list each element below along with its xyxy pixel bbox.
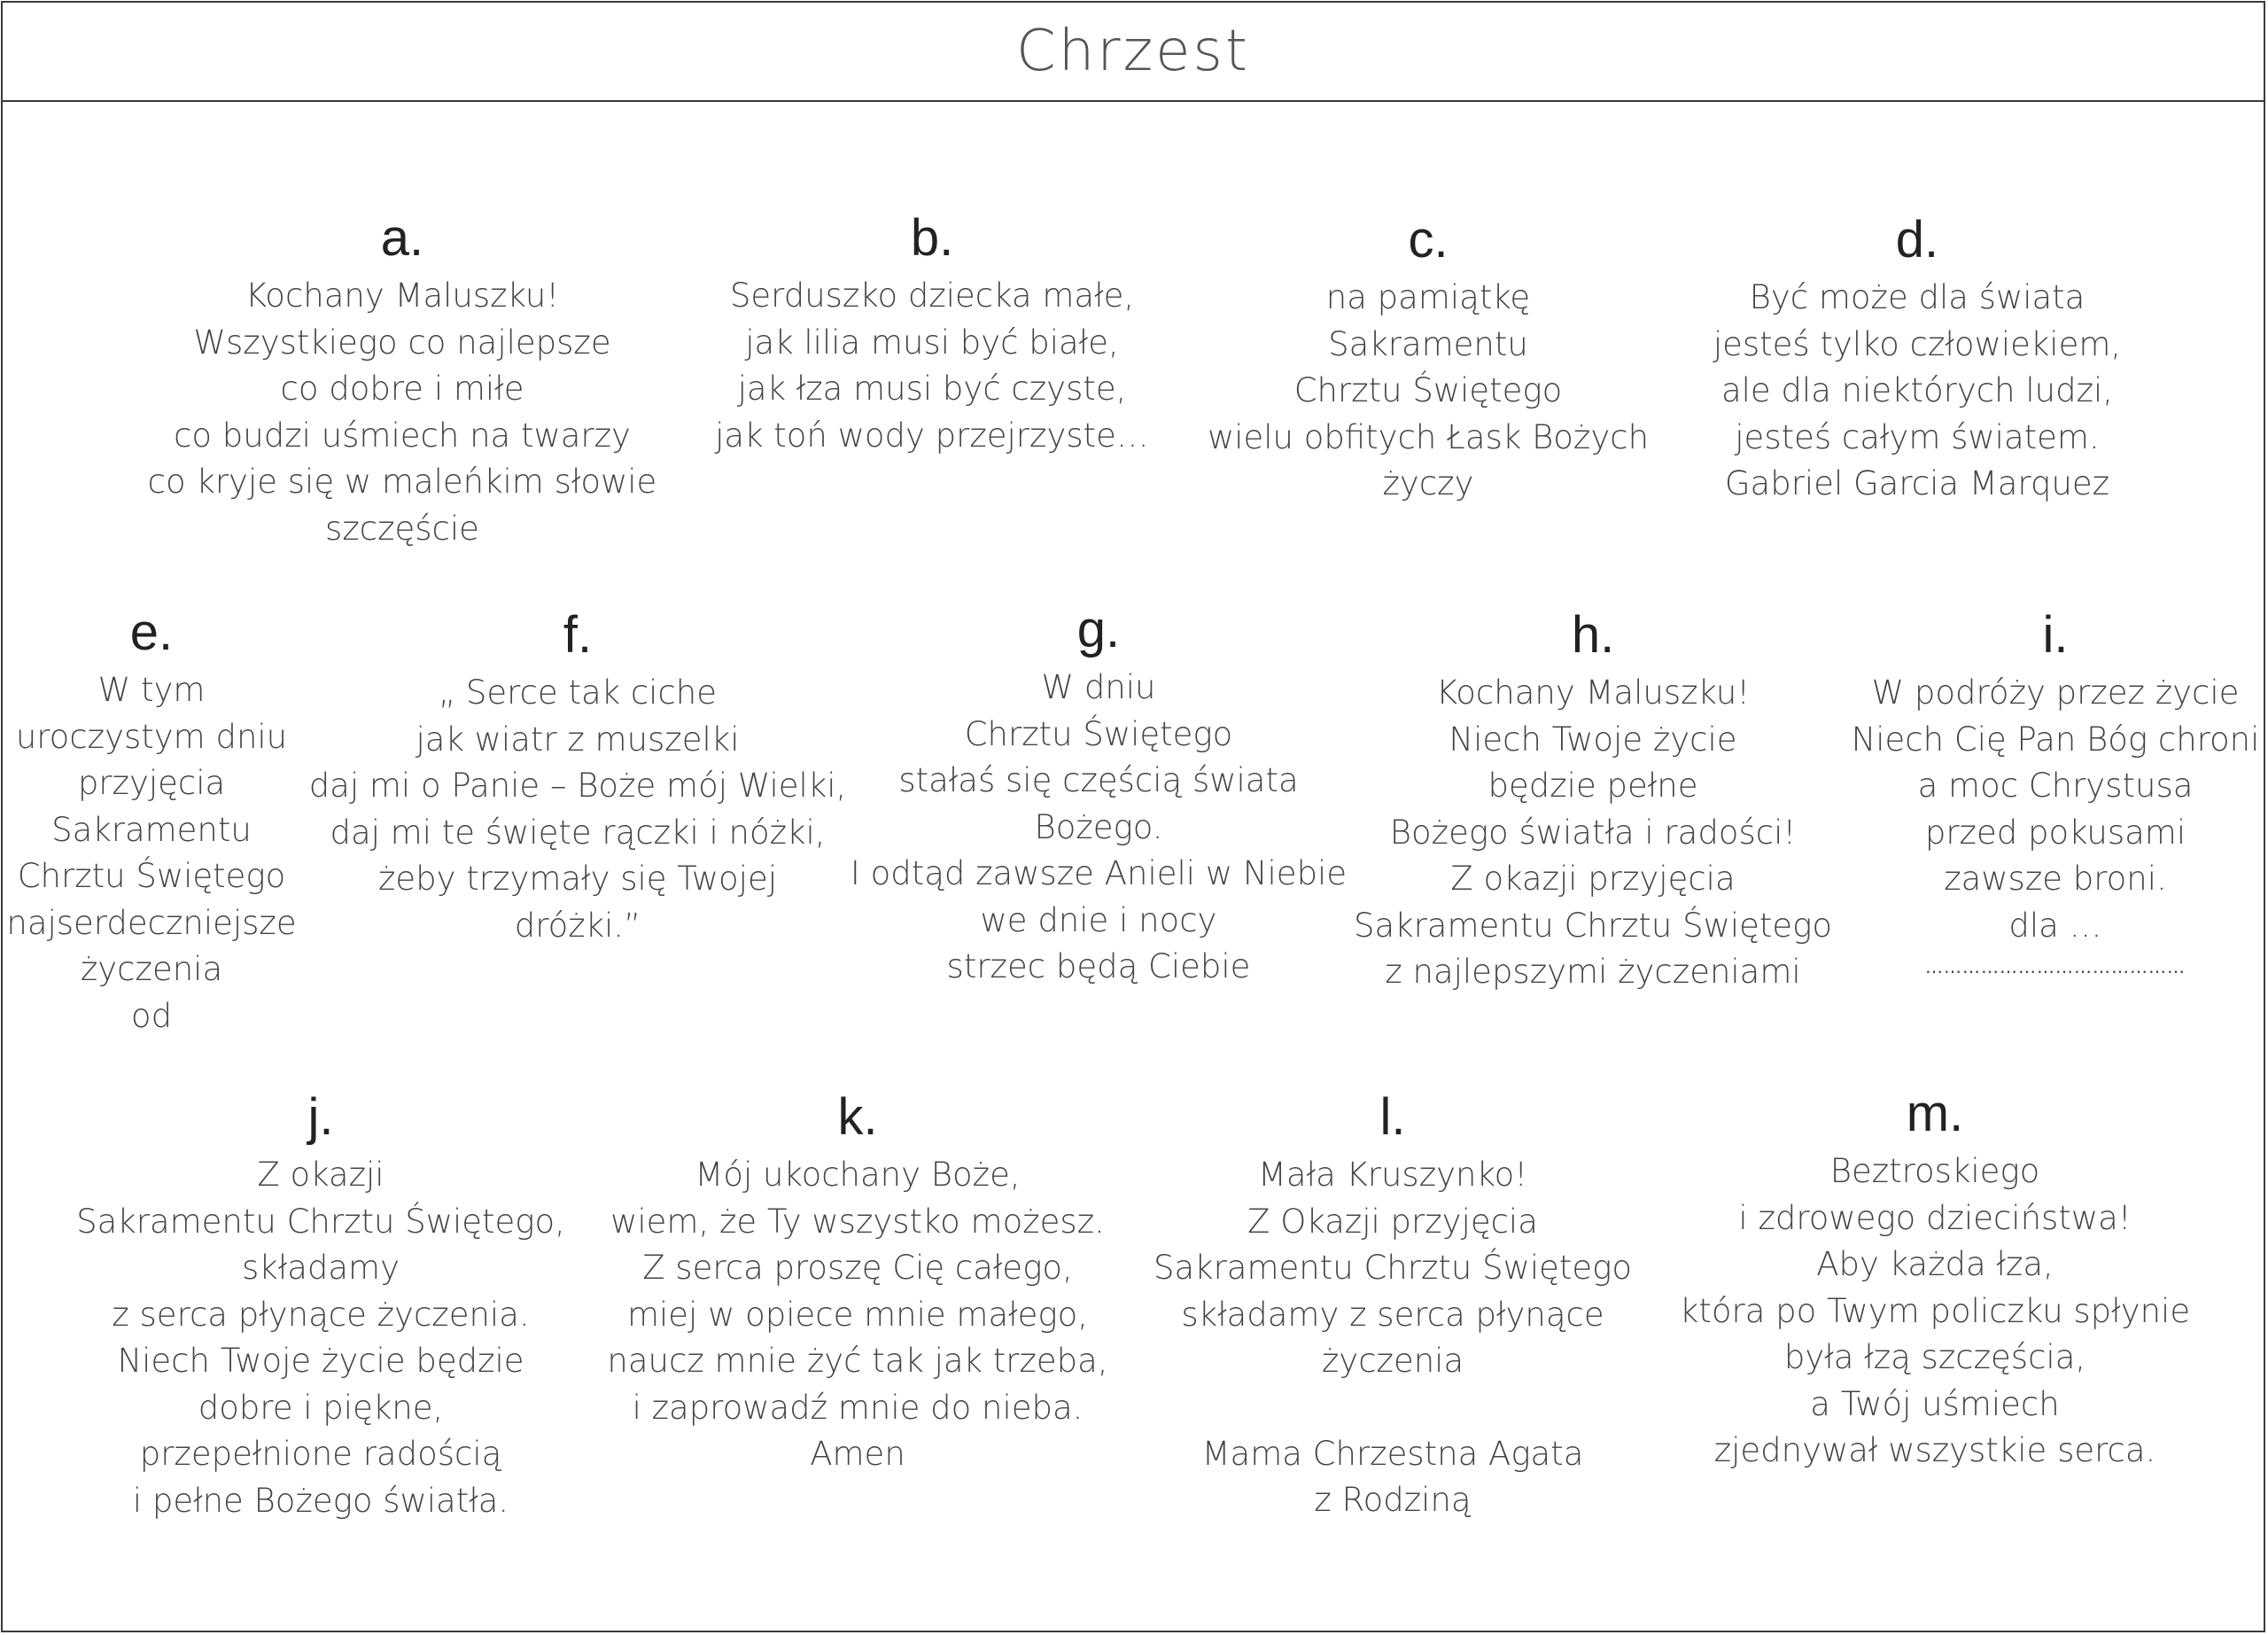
card-letter: g. [1076,601,1121,658]
text-line: składamy z serca płynące [1181,1295,1604,1334]
card-text [6,667,296,1039]
card-d [1713,213,2121,508]
header-bar [1,1,2265,102]
text-line: zawsze broni. [1944,860,2167,898]
text-line: dobre i piękne, [198,1388,444,1427]
text-line: Serduszko dziecka małe, [729,276,1135,315]
text-line: jak toń wody przejrzyste… [715,416,1149,455]
text-line: wielu obfitych Łask Bożych [1207,417,1650,456]
card-letter: i. [2042,606,2069,664]
card-letter: j. [307,1088,334,1146]
text-line: życzy [1382,464,1474,502]
text-line: najserdeczniejsze [6,903,297,942]
card-m [1680,1086,2190,1475]
card-text [607,1152,1107,1478]
text-line: jak lilia musi być białe, [745,323,1119,362]
text-line: we dnie i nocy [980,900,1217,939]
card-letter: c. [1408,211,1449,269]
text-line: na pamiątkę [1325,278,1531,316]
text-line [1153,1385,1632,1431]
card-f [309,608,847,949]
card-text [1153,1152,1632,1524]
text-line: Bożego światła i radości! [1389,813,1797,852]
card-text [309,670,847,949]
card-letter: a. [380,209,424,267]
card-c [1208,213,1649,508]
card-letter: d. [1895,211,1939,269]
text-line: szczęście [325,509,479,548]
text-line: jesteś całym światem. [1735,417,2100,456]
card-letter: k. [837,1088,878,1146]
text-line: Gabriel Garcia Marquez [1724,464,2110,502]
text-line: życzenia [1321,1342,1464,1380]
card-letter: h. [1571,606,1615,664]
text-line: a moc Chrystusa [1917,767,2194,805]
text-line: jak łza musi być czyste, [737,370,1127,408]
text-line: W podróży przez życie [1871,673,2240,712]
text-line: Mała Kruszynko! [1257,1156,1528,1194]
card-text [148,273,657,552]
card-i [1852,608,2260,985]
card-letter: m. [1906,1085,1964,1142]
card-l [1153,1090,1632,1524]
text-line: dróżki.” [514,906,641,945]
card-j [76,1090,565,1524]
text-line: Być może dla świata [1749,278,2085,316]
card-letter: l. [1379,1088,1406,1146]
text-line: Aby każda łza, [1816,1245,2054,1283]
text-line: „ Serce tak ciche [439,673,717,712]
text-line: która po Twym policzku spłynie [1679,1291,2191,1330]
text-line: Niech Twoje życie będzie [117,1342,524,1380]
card-text [1852,670,2260,949]
text-line: przepełnione radością [139,1435,502,1473]
card-text [1354,670,1832,996]
card-text [76,1152,565,1524]
text-line: W dniu [1041,668,1156,706]
text-line: Mama Chrzestna Agata [1201,1434,1584,1473]
text-line: jesteś tylko człowiekiem, [1713,324,2122,363]
text-line: daj mi te święte rączki i nóżki, [330,813,826,852]
text-line: Sakramentu Chrztu Świętego [1354,906,1832,945]
text-line: Kochany Maluszku! [1435,673,1751,712]
card-letter: b. [910,209,954,267]
card-k [607,1090,1107,1478]
card-text [1208,275,1649,508]
text-line: składamy [242,1249,400,1287]
card-letter: e. [129,603,174,661]
text-line: dla … [2008,906,2102,945]
text-line: Z okazji [257,1156,384,1194]
card-letter: f. [563,606,593,664]
card-h [1354,608,1832,996]
text-line: Sakramentu Chrztu Świętego, [76,1202,565,1241]
text-line: Z okazji przyjęcia [1450,860,1736,898]
signature-dotted-line: …………………………………… [1925,956,2186,977]
text-line: i pełne Bożego światła. [132,1481,509,1520]
card-text [1680,1148,2190,1475]
text-line: Niech Twoje życie [1449,720,1737,759]
text-line: strzec będą Ciebie [946,947,1251,985]
card-e [6,605,296,1039]
text-line: Sakramentu [1328,324,1528,363]
card-a [148,211,657,552]
text-line: I odtąd zawsze Anieli w Niebie [850,854,1348,892]
text-line: ale dla niektórych ludzi, [1720,371,2114,409]
text-line: Z serca proszę Cię całego, [642,1249,1073,1287]
text-line: zjednywał wszystkie serca. [1713,1431,2156,1469]
text-line: przyjęcia [77,764,226,802]
text-line: daj mi o Panie – Boże mój Wielki, [308,767,847,805]
text-line: Sakramentu Chrztu Świętego [1153,1249,1632,1287]
text-line: jak wiatr z muszelki [416,720,740,759]
card-b [715,211,1149,459]
text-line: i zaprowadź mnie do nieba. [632,1388,1084,1427]
text-line: z serca płynące życzenia. [112,1295,530,1334]
text-line: Kochany Maluszku! [245,276,560,315]
text-line: Bożego. [1034,807,1163,846]
text-line: od [130,996,173,1035]
text-line: stałaś się częścią świata [898,761,1299,799]
text-line: Sakramentu [51,810,252,849]
text-line: Z Okazji przyjęcia [1247,1202,1538,1241]
text-line: Chrztu Świętego [964,714,1233,753]
text-line: z Rodziną [1314,1481,1472,1519]
card-text [715,273,1149,459]
text-line: Mój ukochany Boże, [695,1156,1021,1194]
text-line: Beztroskiego [1829,1152,2040,1190]
text-line: miej w opiece mnie małego, [626,1295,1089,1334]
text-line: z najlepszymi życzeniami [1385,953,1801,991]
text-line: Wszystkiego co najlepsze [193,323,611,362]
text-line: życzenia [80,950,223,988]
text-line: wiem, że Ty wszystko możesz. [610,1202,1105,1241]
card-text [1713,275,2121,508]
card-g [850,603,1347,991]
page-title: Chrzest [1016,19,1250,84]
text-line: Chrztu Świętego [1293,371,1563,409]
text-line: co dobre i miłe [280,370,524,408]
text-line: i zdrowego dzieciństwa! [1738,1198,2132,1237]
text-line: co kryje się w maleńkim słowie [147,463,657,501]
card-text [850,665,1347,991]
text-line: była łzą szczęścia, [1783,1338,2086,1376]
text-line: W tym [97,671,206,709]
text-line: Chrztu Świętego [17,857,286,895]
text-line: przed pokusami [1924,813,2186,852]
text-line: a Twój uśmiech [1810,1384,2060,1423]
text-line: Niech Cię Pan Bóg chroni [1851,720,2260,759]
text-line: naucz mnie żyć tak jak trzeba, [607,1342,1108,1380]
text-line: będzie pełne [1487,767,1698,805]
text-line: Amen [810,1435,905,1473]
text-line: żeby trzymały się Twojej [377,860,778,898]
text-line: co budzi uśmiech na twarzy [174,416,631,455]
text-line: uroczystym dniu [15,717,288,756]
